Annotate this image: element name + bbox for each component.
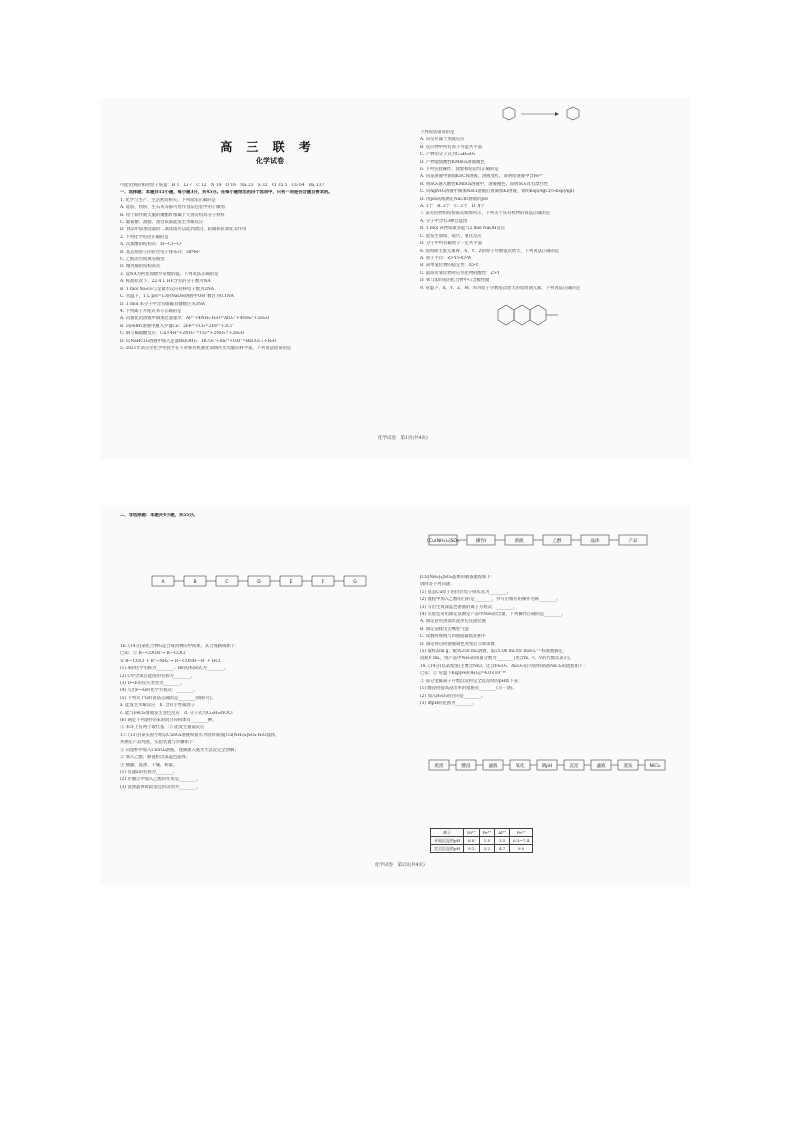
prep-flow-step-label: 晶体 bbox=[590, 539, 600, 544]
table-cell: 3.2 bbox=[479, 845, 495, 853]
question-line: 2. 下列化学用语正确的是 bbox=[120, 234, 169, 240]
question-line: C. 葡萄糖、油脂、蛋白质都能发生水解反应 bbox=[120, 220, 204, 226]
question-line: (2) 加入H₂O₂的目的是________。 bbox=[420, 693, 486, 699]
table-row bbox=[431, 837, 533, 845]
page1-footer: 化学试卷 第1页(共4页) bbox=[378, 436, 428, 441]
question-line: 18. (14分)以某废渣(主要含NiO，还含Fe₂O₃、Al₂O₃等)为原料制备NiCl₂的流程如下： bbox=[420, 663, 588, 669]
table-header-cell: Fe²⁺ bbox=[510, 829, 533, 837]
question-line: D. 食品中添加适量的二氧化硫可以起到漂白、防腐和抗氧化等作用 bbox=[120, 227, 247, 233]
table-cell: 6.3~7.4 bbox=[510, 837, 533, 845]
nickel-flow-step-label: 滤液 bbox=[596, 764, 606, 769]
question-line: c. 能与FeCl₃溶液发生显色反应 d. 分子式为C₁₈H₁₈NOCl bbox=[120, 710, 233, 716]
question-line: (4) 写出F→G的化学方程式：________。 bbox=[120, 688, 198, 694]
question-line: A. 硅胶、铁粉、生石灰等都可用作食品包装中的干燥剂 bbox=[120, 205, 225, 211]
question-line: ① 苯环上有两个取代基 ② 能发生银镜反应 bbox=[120, 725, 205, 731]
question-line: (3) 写出生成深蓝色溶液的离子方程式：________。 bbox=[420, 604, 518, 610]
page2-right-lines bbox=[420, 575, 680, 707]
nickel-flow-svg bbox=[425, 752, 675, 778]
synthesis-boxes bbox=[152, 576, 366, 586]
question-line: [Cu(NH₃)₄]SO₄晶体的制备流程如下： bbox=[420, 575, 495, 580]
page2-right-column bbox=[420, 575, 680, 708]
question-line: B. 基态铬原子的价层电子排布式：3d⁴4s² bbox=[120, 249, 200, 255]
synthesis-step-label: F bbox=[321, 580, 325, 585]
table-cell: 4.7 bbox=[495, 845, 510, 853]
nickel-flow-step-label: 沉淀 bbox=[569, 764, 579, 769]
question-line: D. 用pH试纸测定NaClO溶液的pH bbox=[420, 196, 488, 202]
ring-c bbox=[530, 305, 546, 325]
question-line: 消耗V mL，则产品中NH₃的质量分数为________(用含m、c、V的代数式表示)。 bbox=[420, 656, 574, 662]
nickel-flow-step-label: 调pH bbox=[541, 764, 553, 769]
table-cell: 6.8 bbox=[464, 837, 480, 845]
question-line: (1) A的化学名称为________；B的结构简式为________。 bbox=[120, 666, 229, 672]
question-line: (2) 步骤②中加入乙醇的作用是________。 bbox=[120, 777, 201, 783]
question-line: D. 滴定终点时溶液颜色突变后立即读数 bbox=[420, 641, 495, 647]
table-cell: 9.0 bbox=[510, 845, 533, 853]
question-line: C. 能发生加成、取代、氧化反应 bbox=[420, 233, 482, 239]
intro-line: 可能用到的相对原子质量：H 1 Li 7 C 12 N 14 O 16 Na 23 S 32 Cl 35.5 Cu 64 Ba 137 bbox=[120, 183, 325, 188]
precipitation-ph-table bbox=[430, 828, 533, 853]
page1-right-column bbox=[420, 130, 670, 293]
structure-svg bbox=[488, 296, 568, 340]
prep-flow-step-label: 溶液 bbox=[514, 539, 524, 544]
synthesis-step-label: E bbox=[289, 580, 293, 585]
page1-right-lines bbox=[420, 130, 670, 292]
preparation-flow-diagram bbox=[425, 515, 655, 579]
page1-left-column bbox=[120, 183, 400, 353]
page2-left-column bbox=[120, 513, 395, 520]
synthesis-step-label: D bbox=[257, 580, 261, 585]
table-header-cell: Ni²⁺ bbox=[464, 829, 480, 837]
nickel-flow-step-label: NiCl₂ bbox=[649, 764, 661, 769]
section-1-heading: 一、选择题：本题共15小题，每小题3分，共45分。在每小题给出的四个选项中，只有一项是符合题目要求的。 bbox=[120, 190, 333, 196]
nickel-flow-step-label: 蒸发 bbox=[623, 764, 633, 769]
question-line: D. W与X形成的化合物中只含极性键 bbox=[420, 278, 490, 284]
question-line: 9. 常温下，X、Y、Z、M、N为原子序数依次增大的短周期元素，下列说法正确的是 bbox=[420, 285, 581, 291]
benzene-ring-left bbox=[503, 107, 515, 120]
question-line: 6. 下列实验操作、现象和结论均正确的是 bbox=[420, 167, 499, 173]
question-line: 8. 短周期主族元素W、X、Y、Z的原子序数依次增大，下列说法正确的是 bbox=[420, 248, 560, 254]
question-line: B. 1 mol 该物质最多能与2 mol NaOH反应 bbox=[420, 226, 506, 232]
question-line: D. 产物能使酸性KMnO₄溶液褪色 bbox=[420, 159, 485, 165]
question-line: B. 向FeBr₂溶液中通入少量Cl₂：2Fe²⁺+Cl₂=2Fe³⁺+2Cl⁻ bbox=[120, 323, 235, 329]
question-line: (3) D→E的反应类型为________。 bbox=[120, 681, 185, 687]
table-header-cell: 离子 bbox=[431, 829, 464, 837]
question-line: (1) 基态Cu原子的价层电子排布式为________。 bbox=[420, 589, 511, 595]
synthesis-step-label: C bbox=[225, 580, 229, 585]
question-line: C. 产物的分子式为C₁₀H₁₀O₃ bbox=[420, 152, 476, 158]
question-line: A. 标准状况下，22.4 L HF含有的分子数为NA bbox=[120, 279, 211, 285]
flow-bottom-boxes bbox=[429, 760, 665, 770]
organic-structure-diagram bbox=[488, 296, 568, 344]
question-line: B. 反应物中所有原子可能共平面 bbox=[420, 144, 482, 150]
table-row bbox=[431, 845, 533, 853]
nickel-flow-step-label: 废渣 bbox=[434, 764, 444, 769]
question-line: A. 向某溶液中滴加KSCN溶液，溶液变红，说明原溶液中含Fe³⁺ bbox=[420, 174, 543, 180]
synthesis-step-label: G bbox=[353, 580, 357, 585]
question-line: 5. 2021年诺贝尔化学奖授予在不对称有机催化领域作出贡献的科学家，下列说法错误的是 bbox=[120, 345, 292, 351]
exam-title: 高 三 联 考 bbox=[220, 140, 316, 154]
exam-subtitle: 化学试卷 bbox=[256, 156, 284, 165]
question-line: 7. 某有机物的结构简式如图所示，下列关于该有机物的说法正确的是 bbox=[420, 211, 551, 217]
table-cell: 1.5 bbox=[479, 837, 495, 845]
question-line: (3) 洗涤晶体时最适宜的试剂为________。 bbox=[120, 784, 201, 790]
question-line: (4) 实验室常用滴定法测定产品中NH₃的含量，下列操作正确的是________。 bbox=[420, 612, 566, 618]
question-line: B. 简单氢化物的稳定性：X>Y bbox=[420, 263, 479, 269]
page2-left-lines-wrap bbox=[120, 644, 395, 792]
table-cell: 9.2 bbox=[464, 845, 480, 853]
question-line: ③ 抽滤、洗涤、干燥，称量。 bbox=[120, 762, 178, 768]
prep-flow-step-label: 产品 bbox=[628, 539, 638, 544]
question-line: 请回答下列问题： bbox=[420, 582, 455, 588]
question-line: 下列说法错误的是 bbox=[420, 130, 455, 135]
nickel-flow-step-label: 氧化 bbox=[515, 764, 525, 769]
question-line: A. 1个 B. 2个 C. 3个 D. 4个 bbox=[420, 204, 485, 210]
question-line: B. 1 mol Na₂O₂与足量水反应转移电子数为2NA bbox=[120, 286, 214, 292]
question-line: 4. 下列离子方程式书写正确的是 bbox=[120, 308, 182, 314]
question-line: ② 部分金属离子开始沉淀和完全沉淀时的pH如下表： bbox=[420, 678, 523, 684]
nickel-flow-step-label: 滤液 bbox=[488, 764, 498, 769]
question-line: (3) 调pH的范围为________。 bbox=[420, 700, 477, 706]
synthesis-route-diagram bbox=[148, 548, 378, 647]
question-line: 并测定产品纯度。实验装置与步骤如下： bbox=[120, 740, 198, 746]
reaction-arrowhead bbox=[555, 112, 559, 116]
question-line: (6) 满足下列条件的E的同分异构体有________种。 bbox=[120, 718, 217, 724]
question-line: A. 分子中含有3种官能团 bbox=[420, 218, 468, 224]
question-line: 3. 设NA为阿伏加德罗常数的值。下列说法正确的是 bbox=[120, 271, 219, 277]
page2-left-lines bbox=[120, 644, 395, 791]
question-line: (1) 仪器a的名称为________。 bbox=[120, 769, 178, 775]
prep-flow-step-label: [Cu(NH₃)₄]SO₄ bbox=[427, 539, 459, 544]
question-line: A. 次氯酸的结构式：H—Cl—O bbox=[120, 242, 181, 248]
question-line: D. 分子中所有碳原子一定共平面 bbox=[420, 241, 482, 247]
question-line: a. 能发生水解反应 b. 含有手性碳原子 bbox=[120, 703, 196, 709]
question-line: D. 向NaHCO₃溶液中加入足量Ba(OH)₂：HCO₃⁻+Ba²⁺+OH⁻=BaCO₃↓+H₂O bbox=[120, 338, 277, 344]
synthesis-step-label: B bbox=[193, 580, 197, 585]
question-line: C. 读数时视线与凹液面最低处相平 bbox=[420, 634, 487, 640]
question-line: 已知：① R—COOH → R—COCl bbox=[120, 651, 186, 657]
question-line: 17. (13分)某实验小组以CuSO₄溶液和氨水为原料制备[Cu(NH₃)₄]SO₄·H₂O晶体， bbox=[120, 732, 280, 738]
ring-a bbox=[498, 305, 514, 325]
question-line: D. 1 mol 苯分子中含有碳碳双键数目为3NA bbox=[120, 301, 205, 307]
ph-table-body bbox=[431, 829, 533, 853]
table-header-cell: Al³⁺ bbox=[495, 829, 510, 837]
question-line: ② 加入乙醇，静置析出深蓝色晶体； bbox=[120, 755, 191, 761]
nickel-flow-step-label: 酸浸 bbox=[461, 764, 471, 769]
question-line: A. 原子半径：Z>Y>X>W bbox=[420, 255, 472, 261]
question-line: C. 向AgNO₃溶液中滴加NaCl溶液后再滴加KI溶液，说明Ksp(AgCl)>Ksp(AgI) bbox=[420, 189, 575, 195]
question-line: C. 乙醛的空间填充模型 bbox=[120, 257, 165, 263]
question-line: B. 用于制作航天服的聚酯纤维属于天然有机高分子材料 bbox=[120, 212, 225, 218]
question-line: (2) C中含氧官能团的名称为________。 bbox=[120, 673, 196, 679]
question-line: A. 该反应属于加成反应 bbox=[420, 137, 465, 143]
question-line: C. 最高价氧化物对应水化物的酸性：Z>Y bbox=[420, 270, 500, 276]
reaction-scheme-top bbox=[495, 106, 595, 132]
table-cell: 3.5 bbox=[495, 837, 510, 845]
page2-footer: 化学试卷 第2页(共4页) bbox=[375, 863, 425, 868]
question-line: D. 聚丙烯的结构简式 bbox=[120, 264, 161, 270]
question-line: B. 滴定前排出尖嘴处气泡 bbox=[420, 626, 469, 632]
ring-b bbox=[514, 305, 530, 325]
reaction-scheme-svg bbox=[495, 106, 595, 128]
question-line: ② R—COCl + R'—NH₂ → R—CONH—R' + HCl bbox=[120, 658, 221, 664]
synthesis-step-label: A bbox=[161, 580, 165, 585]
benzene-ring-right bbox=[567, 107, 579, 120]
question-line: A. 向氯化铝溶液中滴加过量氨水：Al³⁺+4NH₃·H₂O=AlO₂⁻+4NH₄⁺+2H₂O bbox=[120, 316, 270, 322]
prep-flow-step-label: 操作I bbox=[475, 539, 487, 544]
flow-top-boxes bbox=[427, 535, 647, 545]
question-line: 1. 化学与生产、生活密切相关。下列说法正确的是 bbox=[120, 197, 216, 203]
synthesis-route-svg bbox=[148, 548, 378, 643]
table-header-cell: Fe³⁺ bbox=[479, 829, 495, 837]
question-line: (1) 酸浸时提高浸出率的措施有________(写一条)。 bbox=[420, 686, 517, 692]
question-line: B. 将SO₂通入酸性KMnO₄溶液中，溶液褪色，说明SO₂具有漂白性 bbox=[420, 181, 549, 187]
nickel-process-flow bbox=[425, 752, 675, 782]
question-line: A. 滴定管用蒸馏水洗净后直接装液 bbox=[420, 619, 486, 625]
question-line: C. 常温下，1 L pH=13的NaOH溶液中OH⁻数目为0.1NA bbox=[120, 294, 234, 300]
prep-flow-step-label: 乙醇 bbox=[552, 539, 562, 544]
question-line: 16. (14分)某化合物G是合成药物的中间体，其合成路线如下： bbox=[120, 644, 240, 649]
page1-left-lines bbox=[120, 198, 400, 353]
question-line: ① 向烧杯中加入CuSO₄溶液，逐滴加入氨水至沉淀完全溶解； bbox=[120, 747, 239, 753]
question-line: (2) 流程中加入乙醇的目的是________，并写出相应的操作名称________。 bbox=[420, 597, 561, 603]
preparation-flow-svg bbox=[425, 515, 655, 575]
question-line: (5) 取样品m g，配成250 mL溶液，取25.00 mL用c mol·L⁻¹ 标准液滴定， bbox=[420, 649, 568, 655]
table-cell: 开始沉淀的pH bbox=[431, 837, 464, 845]
question-line: 已知：① 常温下Ksp[Fe(OH)₃]=4.0×10⁻³⁸ bbox=[420, 671, 506, 677]
section-2-heading: 二、非选择题：本题共4小题，共55分。 bbox=[120, 513, 198, 518]
question-line: (5) 下列关于G的说法正确的是________(填标号)。 bbox=[120, 695, 216, 701]
table-cell: 完全沉淀的pH bbox=[431, 845, 464, 853]
question-line: C. 铜与稀硝酸反应：Cu+4H⁺+2NO₃⁻=Cu²⁺+2NO₂↑+2H₂O bbox=[120, 331, 245, 337]
